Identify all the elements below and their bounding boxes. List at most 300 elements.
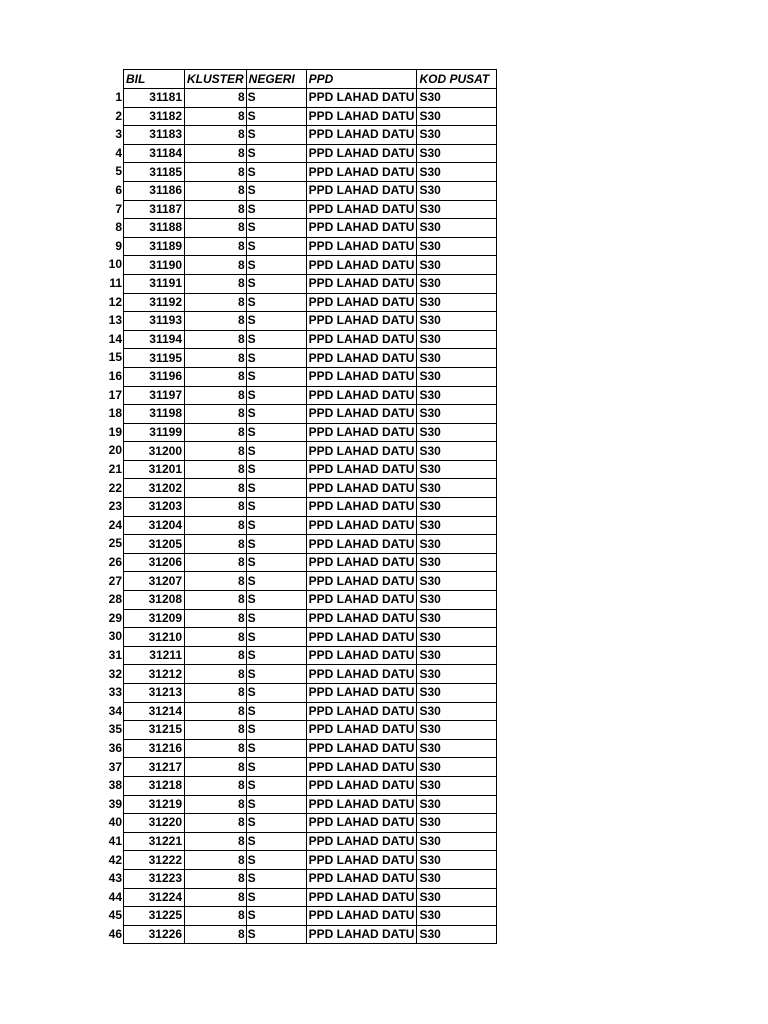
cell-kod-pusat: S30 <box>417 814 497 833</box>
cell-kluster: 8 <box>185 405 247 424</box>
cell-bil: 31194 <box>124 330 185 349</box>
cell-kod-pusat: S30 <box>417 442 497 461</box>
cell-kluster: 8 <box>185 702 247 721</box>
row-number: 46 <box>108 927 122 941</box>
cell-negeri: S <box>246 330 306 349</box>
cell-bil: 31205 <box>124 535 185 554</box>
cell-ppd: PPD LAHAD DATU <box>306 591 417 610</box>
table-row <box>124 256 497 275</box>
cell-negeri: S <box>246 498 306 517</box>
cell-bil: 31201 <box>124 460 185 479</box>
row-number: 7 <box>115 201 122 216</box>
cell-kod-pusat: S30 <box>417 516 497 535</box>
cell-kod-pusat: S30 <box>417 609 497 628</box>
cell-kod-pusat: S30 <box>417 665 497 684</box>
cell-ppd: PPD LAHAD DATU <box>306 851 417 870</box>
cell-ppd: PPD LAHAD DATU <box>306 405 417 424</box>
cell-ppd: PPD LAHAD DATU <box>306 293 417 312</box>
cell-kluster: 8 <box>185 646 247 665</box>
table-row <box>124 739 497 758</box>
cell-negeri: S <box>246 181 306 200</box>
table-row <box>124 423 497 442</box>
table-row <box>124 758 497 777</box>
row-number: 16 <box>108 369 122 383</box>
cell-negeri: S <box>246 721 306 740</box>
cell-negeri: S <box>246 535 306 554</box>
cell-ppd: PPD LAHAD DATU <box>306 498 417 517</box>
cell-negeri: S <box>246 107 306 126</box>
cell-kod-pusat: S30 <box>417 702 497 721</box>
cell-bil: 31204 <box>124 516 185 535</box>
row-number: 6 <box>115 183 122 197</box>
cell-bil: 31223 <box>124 869 185 888</box>
cell-kod-pusat: S30 <box>417 293 497 312</box>
cell-bil: 31216 <box>124 739 185 758</box>
cell-kod-pusat: S30 <box>417 795 497 814</box>
cell-kluster: 8 <box>185 126 247 145</box>
cell-kluster: 8 <box>185 349 247 368</box>
cell-ppd: PPD LAHAD DATU <box>306 144 417 163</box>
table-row <box>124 312 497 331</box>
cell-kod-pusat: S30 <box>417 925 497 944</box>
table-row <box>124 479 497 498</box>
cell-bil: 31198 <box>124 405 185 424</box>
cell-ppd: PPD LAHAD DATU <box>306 888 417 907</box>
row-number: 20 <box>108 443 122 458</box>
cell-kod-pusat: S30 <box>417 460 497 479</box>
table-row <box>124 628 497 647</box>
data-table <box>123 69 497 944</box>
row-number: 5 <box>115 164 122 179</box>
cell-ppd: PPD LAHAD DATU <box>306 312 417 331</box>
cell-negeri: S <box>246 702 306 721</box>
cell-kod-pusat: S30 <box>417 758 497 777</box>
cell-ppd: PPD LAHAD DATU <box>306 200 417 219</box>
cell-bil: 31189 <box>124 237 185 256</box>
cell-kluster: 8 <box>185 591 247 610</box>
cell-bil: 31219 <box>124 795 185 814</box>
cell-negeri: S <box>246 516 306 535</box>
row-number: 1 <box>115 90 122 104</box>
cell-kod-pusat: S30 <box>417 181 497 200</box>
cell-kod-pusat: S30 <box>417 163 497 182</box>
row-number: 44 <box>108 889 122 904</box>
table-row <box>124 181 497 200</box>
cell-kluster: 8 <box>185 572 247 591</box>
cell-negeri: S <box>246 758 306 777</box>
cell-ppd: PPD LAHAD DATU <box>306 367 417 386</box>
cell-ppd: PPD LAHAD DATU <box>306 684 417 703</box>
cell-ppd: PPD LAHAD DATU <box>306 907 417 926</box>
cell-bil: 31212 <box>124 665 185 684</box>
cell-ppd: PPD LAHAD DATU <box>306 572 417 591</box>
cell-bil: 31210 <box>124 628 185 647</box>
cell-ppd: PPD LAHAD DATU <box>306 665 417 684</box>
cell-negeri: S <box>246 163 306 182</box>
cell-kod-pusat: S30 <box>417 200 497 219</box>
cell-ppd: PPD LAHAD DATU <box>306 126 417 145</box>
cell-negeri: S <box>246 646 306 665</box>
cell-negeri: S <box>246 256 306 275</box>
cell-ppd: PPD LAHAD DATU <box>306 646 417 665</box>
table-row <box>124 869 497 888</box>
cell-bil: 31185 <box>124 163 185 182</box>
table-row <box>124 442 497 461</box>
cell-negeri: S <box>246 126 306 145</box>
cell-kluster: 8 <box>185 367 247 386</box>
row-number: 28 <box>108 592 122 607</box>
cell-negeri: S <box>246 219 306 238</box>
cell-bil: 31207 <box>124 572 185 591</box>
row-number: 33 <box>108 685 122 700</box>
row-number: 18 <box>108 406 122 421</box>
row-number: 3 <box>115 127 122 142</box>
cell-negeri: S <box>246 628 306 647</box>
table-row <box>124 330 497 349</box>
cell-bil: 31195 <box>124 349 185 368</box>
cell-kluster: 8 <box>185 144 247 163</box>
table-row <box>124 702 497 721</box>
row-number: 15 <box>108 350 122 365</box>
cell-kluster: 8 <box>185 814 247 833</box>
cell-bil: 31187 <box>124 200 185 219</box>
cell-kod-pusat: S30 <box>417 553 497 572</box>
row-number: 40 <box>108 815 122 830</box>
cell-kluster: 8 <box>185 237 247 256</box>
table-row <box>124 144 497 163</box>
row-number: 41 <box>108 834 122 848</box>
cell-negeri: S <box>246 684 306 703</box>
cell-kluster: 8 <box>185 832 247 851</box>
row-number: 11 <box>109 276 122 290</box>
cell-kod-pusat: S30 <box>417 219 497 238</box>
cell-kod-pusat: S30 <box>417 367 497 386</box>
cell-ppd: PPD LAHAD DATU <box>306 776 417 795</box>
cell-kluster: 8 <box>185 739 247 758</box>
table-row <box>124 721 497 740</box>
cell-kod-pusat: S30 <box>417 237 497 256</box>
row-number: 39 <box>108 796 122 811</box>
cell-negeri: S <box>246 237 306 256</box>
cell-kluster: 8 <box>185 293 247 312</box>
cell-bil: 31214 <box>124 702 185 721</box>
cell-ppd: PPD LAHAD DATU <box>306 758 417 777</box>
header-ppd: PPD <box>306 70 417 89</box>
row-number: 8 <box>115 220 122 235</box>
table-row <box>124 107 497 126</box>
cell-bil: 31206 <box>124 553 185 572</box>
cell-ppd: PPD LAHAD DATU <box>306 739 417 758</box>
table-row <box>124 814 497 833</box>
cell-bil: 31199 <box>124 423 185 442</box>
cell-bil: 31188 <box>124 219 185 238</box>
cell-kluster: 8 <box>185 442 247 461</box>
row-number: 35 <box>108 722 122 737</box>
cell-kluster: 8 <box>185 535 247 554</box>
cell-kod-pusat: S30 <box>417 498 497 517</box>
table-row <box>124 367 497 386</box>
cell-bil: 31211 <box>124 646 185 665</box>
cell-kluster: 8 <box>185 256 247 275</box>
cell-kod-pusat: S30 <box>417 535 497 554</box>
cell-kluster: 8 <box>185 516 247 535</box>
cell-negeri: S <box>246 367 306 386</box>
cell-ppd: PPD LAHAD DATU <box>306 442 417 461</box>
header-kod-pusat: KOD PUSAT <box>417 70 497 89</box>
cell-kluster: 8 <box>185 89 247 108</box>
table-row <box>124 591 497 610</box>
row-number: 22 <box>108 480 122 495</box>
table-row <box>124 163 497 182</box>
row-number: 42 <box>108 852 122 867</box>
cell-kluster: 8 <box>185 609 247 628</box>
cell-negeri: S <box>246 591 306 610</box>
cell-negeri: S <box>246 349 306 368</box>
cell-kluster: 8 <box>185 758 247 777</box>
cell-kod-pusat: S30 <box>417 479 497 498</box>
cell-ppd: PPD LAHAD DATU <box>306 386 417 405</box>
cell-kluster: 8 <box>185 776 247 795</box>
cell-ppd: PPD LAHAD DATU <box>306 349 417 368</box>
row-number: 45 <box>108 908 122 923</box>
cell-ppd: PPD LAHAD DATU <box>306 181 417 200</box>
cell-ppd: PPD LAHAD DATU <box>306 219 417 238</box>
table-row <box>124 386 497 405</box>
row-number: 23 <box>108 499 122 514</box>
cell-bil: 31183 <box>124 126 185 145</box>
cell-kluster: 8 <box>185 163 247 182</box>
table-row <box>124 405 497 424</box>
cell-kod-pusat: S30 <box>417 256 497 275</box>
cell-ppd: PPD LAHAD DATU <box>306 869 417 888</box>
row-number: 31 <box>108 648 122 662</box>
cell-negeri: S <box>246 312 306 331</box>
table-row <box>124 200 497 219</box>
table-row <box>124 907 497 926</box>
cell-ppd: PPD LAHAD DATU <box>306 237 417 256</box>
cell-negeri: S <box>246 89 306 108</box>
cell-kod-pusat: S30 <box>417 274 497 293</box>
table-row <box>124 349 497 368</box>
cell-ppd: PPD LAHAD DATU <box>306 89 417 108</box>
cell-negeri: S <box>246 200 306 219</box>
cell-bil: 31203 <box>124 498 185 517</box>
table-row <box>124 89 497 108</box>
table-row <box>124 776 497 795</box>
cell-kod-pusat: S30 <box>417 684 497 703</box>
cell-kod-pusat: S30 <box>417 888 497 907</box>
row-number: 34 <box>108 703 122 718</box>
cell-negeri: S <box>246 795 306 814</box>
table-row <box>124 126 497 145</box>
cell-bil: 31221 <box>124 832 185 851</box>
row-number: 10 <box>108 257 122 272</box>
cell-bil: 31184 <box>124 144 185 163</box>
table-row <box>124 888 497 907</box>
cell-bil: 31196 <box>124 367 185 386</box>
cell-ppd: PPD LAHAD DATU <box>306 516 417 535</box>
table-row <box>124 832 497 851</box>
cell-kluster: 8 <box>185 925 247 944</box>
table-row <box>124 460 497 479</box>
cell-kluster: 8 <box>185 181 247 200</box>
row-number: 38 <box>108 778 122 793</box>
cell-bil: 31213 <box>124 684 185 703</box>
cell-kluster: 8 <box>185 107 247 126</box>
cell-ppd: PPD LAHAD DATU <box>306 609 417 628</box>
cell-ppd: PPD LAHAD DATU <box>306 460 417 479</box>
cell-kod-pusat: S30 <box>417 851 497 870</box>
cell-kluster: 8 <box>185 907 247 926</box>
row-number: 29 <box>108 610 122 625</box>
cell-ppd: PPD LAHAD DATU <box>306 107 417 126</box>
header-row <box>124 70 497 89</box>
cell-kluster: 8 <box>185 274 247 293</box>
cell-bil: 31191 <box>124 274 185 293</box>
cell-kod-pusat: S30 <box>417 330 497 349</box>
cell-kod-pusat: S30 <box>417 646 497 665</box>
table-row <box>124 498 497 517</box>
cell-kluster: 8 <box>185 219 247 238</box>
cell-negeri: S <box>246 572 306 591</box>
cell-bil: 31208 <box>124 591 185 610</box>
row-number: 17 <box>108 387 122 402</box>
cell-bil: 31181 <box>124 89 185 108</box>
cell-kluster: 8 <box>185 479 247 498</box>
cell-bil: 31224 <box>124 888 185 907</box>
cell-bil: 31226 <box>124 925 185 944</box>
cell-kod-pusat: S30 <box>417 89 497 108</box>
row-number: 37 <box>108 759 122 774</box>
cell-bil: 31197 <box>124 386 185 405</box>
cell-negeri: S <box>246 907 306 926</box>
cell-kluster: 8 <box>185 553 247 572</box>
cell-bil: 31182 <box>124 107 185 126</box>
cell-bil: 31209 <box>124 609 185 628</box>
table-row <box>124 684 497 703</box>
cell-kluster: 8 <box>185 312 247 331</box>
cell-negeri: S <box>246 851 306 870</box>
cell-kluster: 8 <box>185 869 247 888</box>
cell-kod-pusat: S30 <box>417 144 497 163</box>
cell-ppd: PPD LAHAD DATU <box>306 479 417 498</box>
cell-ppd: PPD LAHAD DATU <box>306 553 417 572</box>
cell-bil: 31220 <box>124 814 185 833</box>
cell-kod-pusat: S30 <box>417 405 497 424</box>
cell-kod-pusat: S30 <box>417 776 497 795</box>
cell-kod-pusat: S30 <box>417 869 497 888</box>
table-row <box>124 925 497 944</box>
row-number: 30 <box>108 629 122 644</box>
cell-negeri: S <box>246 609 306 628</box>
cell-ppd: PPD LAHAD DATU <box>306 925 417 944</box>
cell-bil: 31225 <box>124 907 185 926</box>
row-number: 19 <box>108 424 122 439</box>
cell-kluster: 8 <box>185 460 247 479</box>
table-row <box>124 609 497 628</box>
cell-ppd: PPD LAHAD DATU <box>306 535 417 554</box>
table-row <box>124 795 497 814</box>
row-number: 25 <box>108 536 122 551</box>
cell-kluster: 8 <box>185 330 247 349</box>
table-row <box>124 646 497 665</box>
header-negeri: NEGERI <box>246 70 306 89</box>
cell-ppd: PPD LAHAD DATU <box>306 628 417 647</box>
cell-ppd: PPD LAHAD DATU <box>306 163 417 182</box>
header-bil: BIL <box>124 70 185 89</box>
cell-ppd: PPD LAHAD DATU <box>306 814 417 833</box>
cell-kluster: 8 <box>185 423 247 442</box>
cell-ppd: PPD LAHAD DATU <box>306 721 417 740</box>
cell-negeri: S <box>246 442 306 461</box>
cell-negeri: S <box>246 739 306 758</box>
row-number: 26 <box>108 555 122 569</box>
row-number: 32 <box>108 666 122 681</box>
cell-bil: 31215 <box>124 721 185 740</box>
row-number: 43 <box>108 871 122 886</box>
cell-bil: 31217 <box>124 758 185 777</box>
table-body <box>124 89 497 944</box>
cell-kod-pusat: S30 <box>417 126 497 145</box>
cell-ppd: PPD LAHAD DATU <box>306 795 417 814</box>
cell-negeri: S <box>246 869 306 888</box>
cell-negeri: S <box>246 832 306 851</box>
cell-negeri: S <box>246 274 306 293</box>
table-row <box>124 535 497 554</box>
cell-kluster: 8 <box>185 628 247 647</box>
cell-kod-pusat: S30 <box>417 349 497 368</box>
cell-negeri: S <box>246 293 306 312</box>
cell-negeri: S <box>246 423 306 442</box>
cell-kod-pusat: S30 <box>417 423 497 442</box>
cell-kod-pusat: S30 <box>417 591 497 610</box>
cell-kod-pusat: S30 <box>417 739 497 758</box>
cell-kluster: 8 <box>185 888 247 907</box>
cell-negeri: S <box>246 405 306 424</box>
cell-bil: 31186 <box>124 181 185 200</box>
cell-negeri: S <box>246 888 306 907</box>
row-number: 36 <box>108 741 122 755</box>
table-row <box>124 553 497 572</box>
cell-bil: 31193 <box>124 312 185 331</box>
table-row <box>124 219 497 238</box>
cell-kluster: 8 <box>185 498 247 517</box>
cell-negeri: S <box>246 386 306 405</box>
cell-negeri: S <box>246 479 306 498</box>
cell-kluster: 8 <box>185 684 247 703</box>
cell-bil: 31200 <box>124 442 185 461</box>
cell-negeri: S <box>246 553 306 572</box>
cell-kod-pusat: S30 <box>417 907 497 926</box>
cell-kluster: 8 <box>185 721 247 740</box>
cell-kod-pusat: S30 <box>417 107 497 126</box>
row-number: 27 <box>108 573 122 588</box>
cell-ppd: PPD LAHAD DATU <box>306 832 417 851</box>
cell-kluster: 8 <box>185 386 247 405</box>
table-row <box>124 572 497 591</box>
cell-ppd: PPD LAHAD DATU <box>306 702 417 721</box>
cell-kod-pusat: S30 <box>417 386 497 405</box>
cell-negeri: S <box>246 814 306 833</box>
cell-negeri: S <box>246 460 306 479</box>
cell-kluster: 8 <box>185 851 247 870</box>
row-number: 2 <box>115 108 122 123</box>
cell-negeri: S <box>246 925 306 944</box>
row-number: 12 <box>108 294 122 309</box>
header-kluster: KLUSTER <box>185 70 247 89</box>
cell-kluster: 8 <box>185 200 247 219</box>
cell-kod-pusat: S30 <box>417 572 497 591</box>
